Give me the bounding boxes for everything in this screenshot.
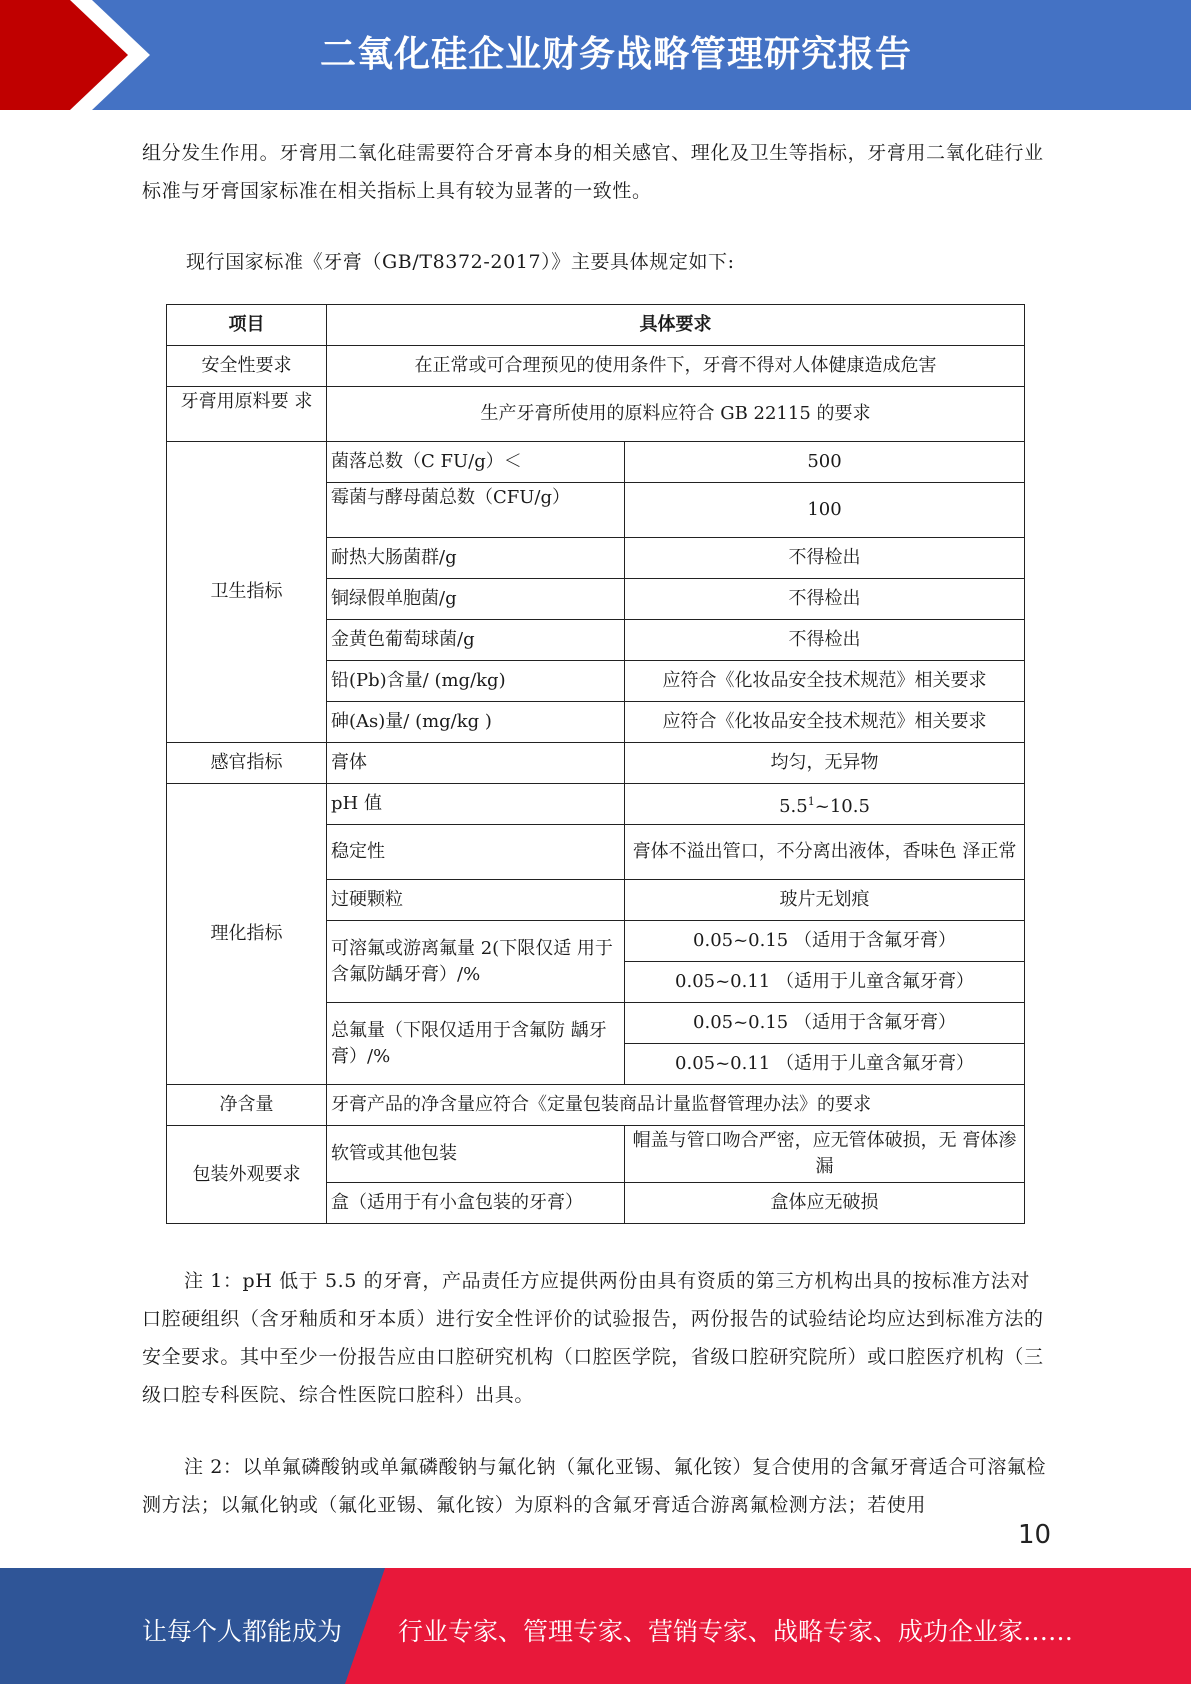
item-value: 100 (625, 483, 1025, 538)
item-name: 砷(As)量/ (mg/kg ) (327, 702, 625, 743)
item-name: 铅(Pb)含量/ (mg/kg) (327, 661, 625, 702)
ph-footnote-mark: 1 (807, 794, 815, 808)
header-requirement: 具体要求 (327, 305, 1025, 346)
table-row (167, 442, 1025, 483)
header-arrow-decoration (0, 0, 170, 110)
row-label: 牙膏用原料要 求 (167, 387, 327, 442)
item-value: 0.05~0.15 （适用于含氟牙膏） (625, 1003, 1025, 1044)
item-name: 总氟量（下限仅适用于含氟防 龋牙膏）/% (327, 1003, 625, 1085)
page-header (0, 0, 1191, 110)
row-value: 生产牙膏所使用的原料应符合 GB 22115 的要求 (327, 387, 1025, 442)
footer-slogan-left: 让每个人都能成为 (142, 1617, 343, 1646)
table-row (167, 387, 1025, 442)
item-name: 菌落总数（C FU/g）＜ (327, 442, 625, 483)
table-row (167, 784, 1025, 825)
item-value: 帽盖与管口吻合严密，应无管体破损，无 膏体渗漏 (625, 1126, 1025, 1183)
report-title: 二氧化硅企业财务战略管理研究报告 (320, 34, 913, 75)
item-value: 不得检出 (625, 620, 1025, 661)
item-value: 0.05~0.11 （适用于儿童含氟牙膏） (625, 1044, 1025, 1085)
table-row (167, 743, 1025, 784)
table-row (167, 1126, 1025, 1183)
item-name: 霉菌与酵母菌总数（CFU/g） (327, 483, 625, 538)
ph-value-high: ~10.5 (814, 795, 870, 817)
item-value-ph (625, 784, 1025, 825)
item-value: 膏体不溢出管口，不分离出液体，香味色 泽正常 (625, 825, 1025, 880)
toothpaste-standard-table (166, 304, 1025, 1224)
group-label-physchem: 理化指标 (167, 784, 327, 1085)
item-name: 耐热大肠菌群/g (327, 538, 625, 579)
group-label-sensory: 感官指标 (167, 743, 327, 784)
item-value: 0.05~0.15 （适用于含氟牙膏） (625, 921, 1025, 962)
note-2: 注 2：以单氟磷酸钠或单氟磷酸钠与氟化钠（氟化亚锡、氟化铵）复合使用的含氟牙膏适合可溶氟检测方法；以氟化钠或（氟化亚锡、氟化铵）为原料的含氟牙膏适合游离氟检测方法；若使用 (142, 1456, 1047, 1516)
item-name: 金黄色葡萄球菌/g (327, 620, 625, 661)
item-value: 应符合《化妆品安全技术规范》相关要求 (625, 661, 1025, 702)
item-name: 铜绿假单胞菌/g (327, 579, 625, 620)
table-row (167, 1085, 1025, 1126)
item-value: 不得检出 (625, 538, 1025, 579)
item-value: 不得检出 (625, 579, 1025, 620)
item-value: 500 (625, 442, 1025, 483)
item-value: 盒体应无破损 (625, 1183, 1025, 1224)
lead-paragraph: 现行国家标准《牙膏（GB/T8372-2017）》主要具体规定如下: (186, 251, 735, 273)
item-name: 过硬颗粒 (327, 880, 625, 921)
group-label-packaging: 包装外观要求 (167, 1126, 327, 1224)
page-footer (0, 1568, 1191, 1684)
page-number: 10 (1018, 1520, 1052, 1550)
intro-paragraph: 组分发生作用。牙膏用二氧化硅需要符合牙膏本身的相关感官、理化及卫生等指标，牙膏用二氧化硅行业标准与牙膏国家标准在相关指标上具有较为显著的一致性。 (142, 142, 1044, 202)
table-row (167, 346, 1025, 387)
row-value: 牙膏产品的净含量应符合《定量包装商品计量监督管理办法》的要求 (327, 1085, 1025, 1126)
item-name: 稳定性 (327, 825, 625, 880)
row-label: 安全性要求 (167, 346, 327, 387)
item-name: 软管或其他包装 (327, 1126, 625, 1183)
table-header-row (167, 305, 1025, 346)
ph-value-low: 5.5 (779, 795, 808, 817)
item-name: 盒（适用于有小盒包装的牙膏） (327, 1183, 625, 1224)
header-item: 项目 (167, 305, 327, 346)
row-value: 在正常或可合理预见的使用条件下，牙膏不得对人体健康造成危害 (327, 346, 1025, 387)
item-value: 应符合《化妆品安全技术规范》相关要求 (625, 702, 1025, 743)
item-value: 均匀，无异物 (625, 743, 1025, 784)
item-name: 可溶氟或游离氟量 2(下限仅适 用于含氟防龋牙膏）/% (327, 921, 625, 1003)
note-1: 注 1：pH 低于 5.5 的牙膏，产品责任方应提供两份由具有资质的第三方机构出具的按标准方法对口腔硬组织（含牙釉质和牙本质）进行安全性评价的试验报告，两份报告的试验结论均应达到标准方法的安全要求。其中至少一份报告应由口腔研究机构（口腔医学院，省级口腔研究院所）或口腔医疗机构（三级口腔专科医院、综合性医院口腔科）出具。 (142, 1270, 1044, 1406)
item-value: 0.05~0.11 （适用于儿童含氟牙膏） (625, 962, 1025, 1003)
item-name: pH 值 (327, 784, 625, 825)
footer-slogan-right: 行业专家、管理专家、营销专家、战略专家、成功企业家…… (398, 1617, 1074, 1646)
group-label-hygiene: 卫生指标 (167, 442, 327, 743)
item-name: 膏体 (327, 743, 625, 784)
group-label-net: 净含量 (167, 1085, 327, 1126)
item-value: 玻片无划痕 (625, 880, 1025, 921)
